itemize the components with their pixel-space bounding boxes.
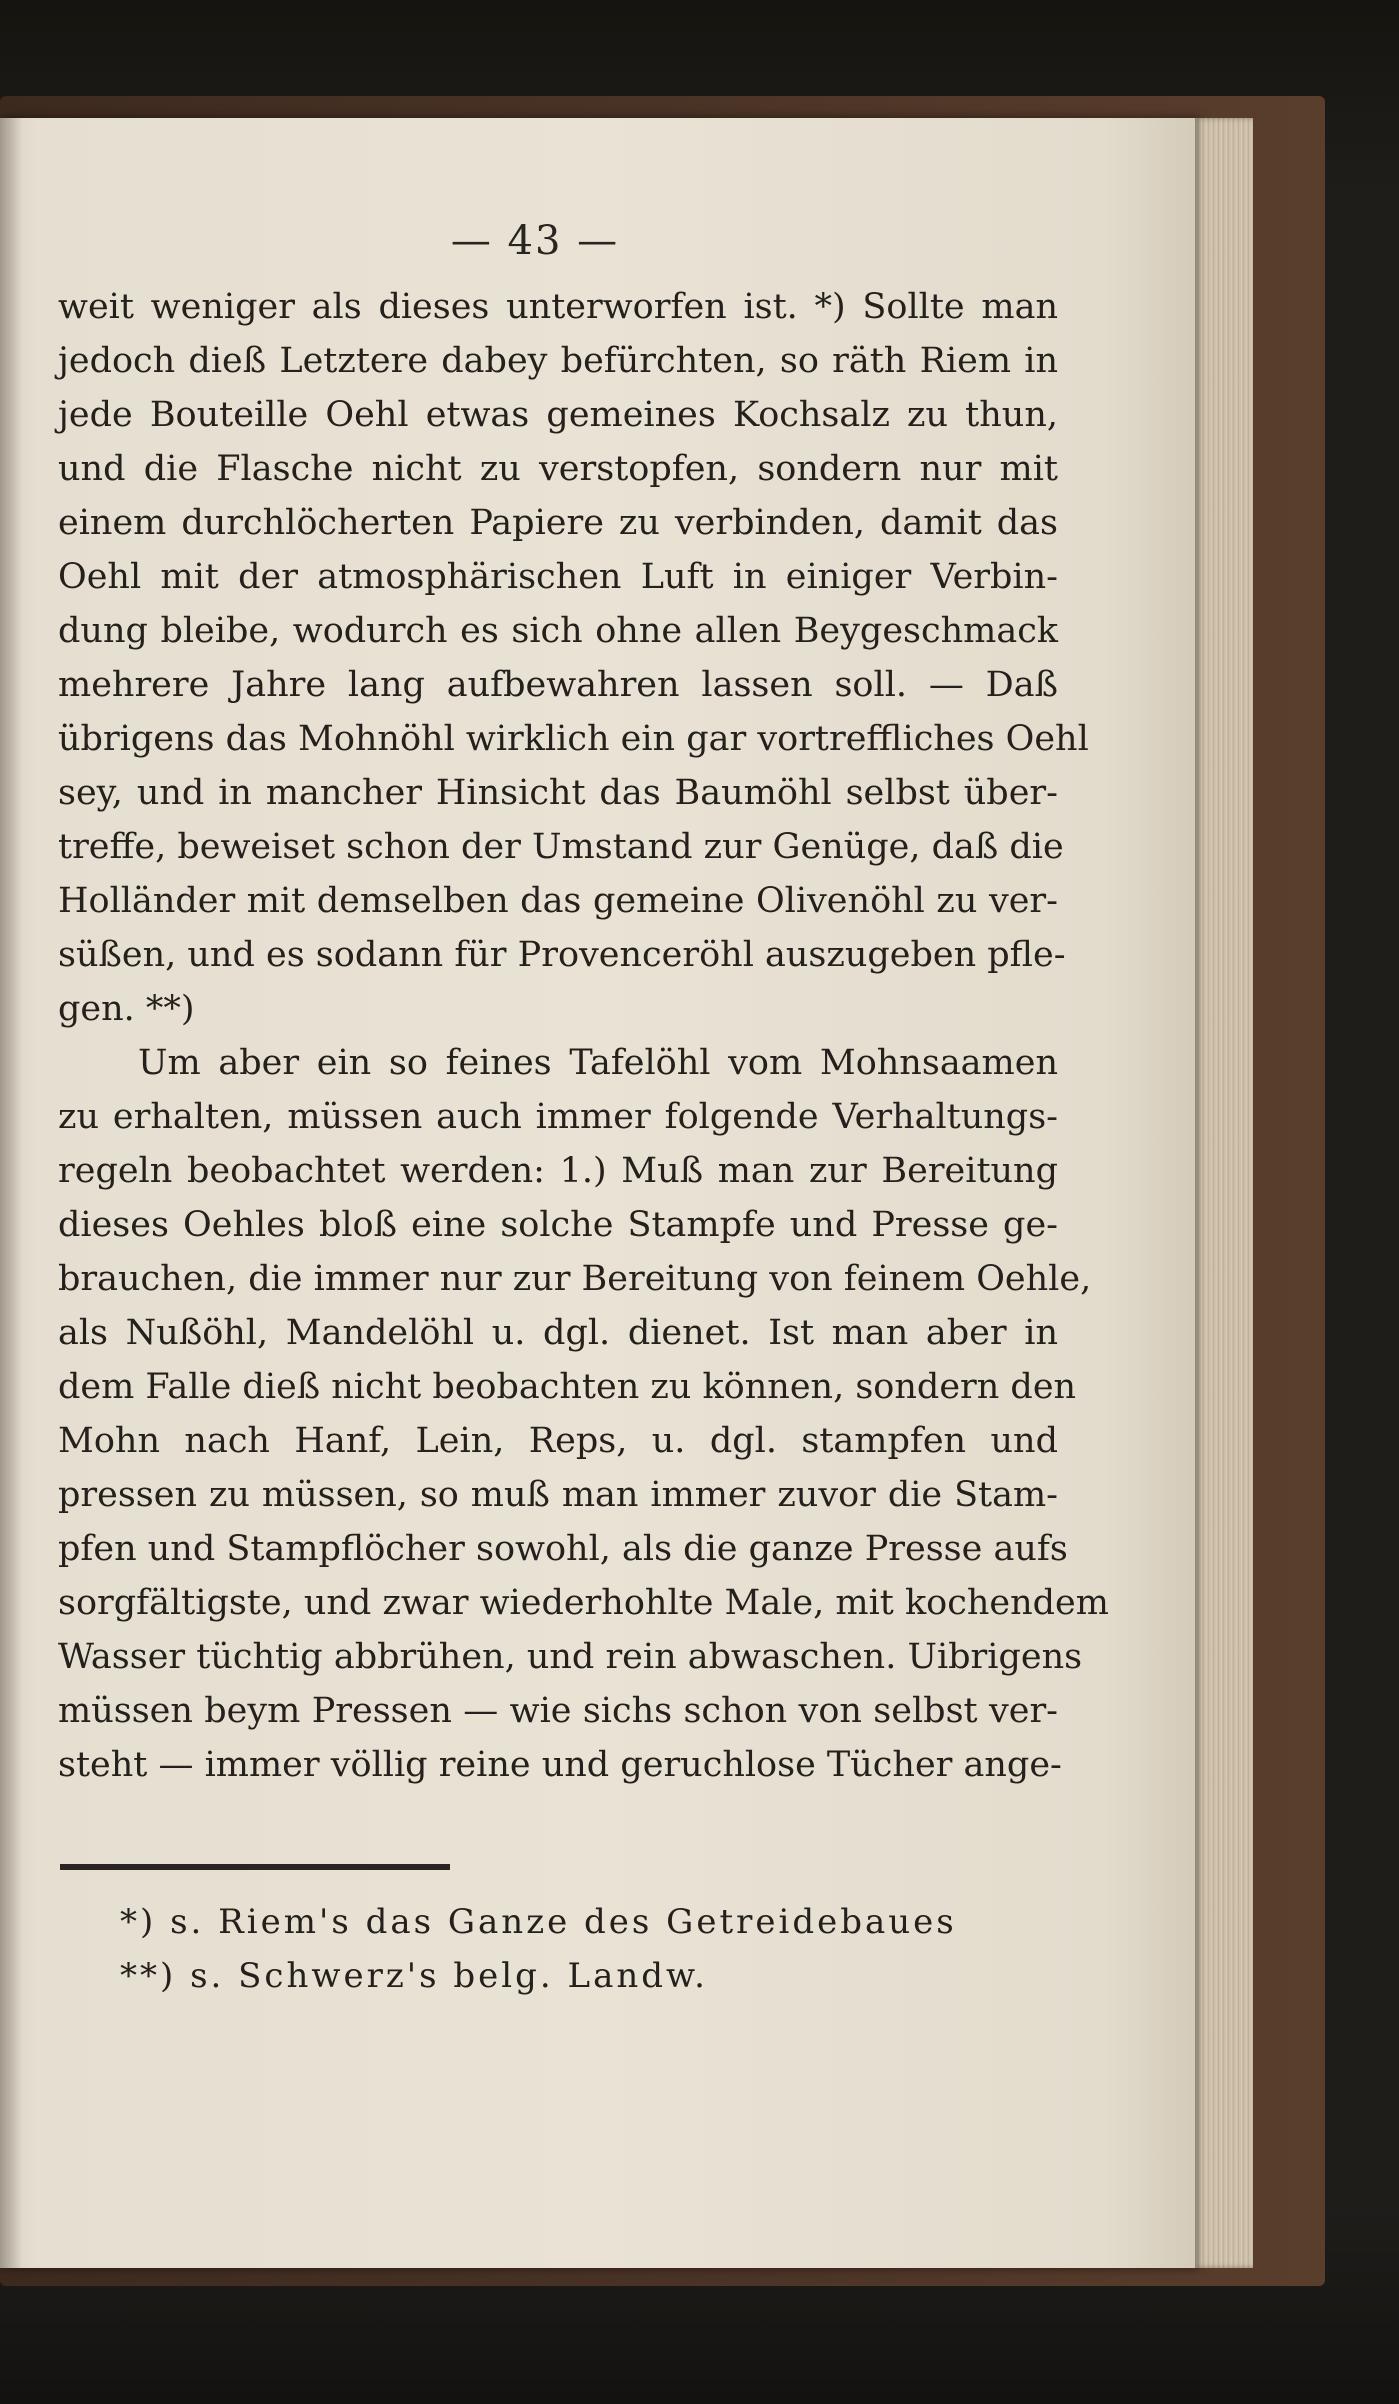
text-line: jede Bouteille Oehl etwas gemeines Kochsalz zu thun,: [58, 395, 1058, 435]
text-line: Um aber ein so feines Tafelöhl vom Mohnsaamen: [138, 1043, 1058, 1083]
text-line: brauchen, die immer nur zur Bereitung von feinem Oehle,: [58, 1259, 1092, 1299]
text-line: Oehl mit der atmosphärischen Luft in einiger Verbin-: [58, 557, 1058, 597]
text-line: weit weniger als dieses unterworfen ist. *) Sollte man: [58, 287, 1058, 327]
text-line: sey, und in mancher Hinsicht das Baumöhl selbst über-: [58, 773, 1058, 813]
body-text: [58, 280, 1109, 1792]
text-line: steht — immer völlig reine und geruchlose Tücher ange-: [58, 1745, 1062, 1785]
text-line: und die Flasche nicht zu verstopfen, sondern nur mit: [58, 449, 1058, 489]
text-line: Holländer mit demselben das gemeine Olivenöhl zu ver-: [58, 881, 1058, 921]
text-line: als Nußöhl, Mandelöhl u. dgl. dienet. Ist man aber in: [58, 1313, 1058, 1353]
footnotes: [120, 1895, 1040, 2003]
text-line: jedoch dieß Letztere dabey befürchten, so räth Riem in: [58, 341, 1058, 381]
text-line: übrigens das Mohnöhl wirklich ein gar vortreffliches Oehl: [58, 719, 1089, 759]
text-line: Wasser tüchtig abbrühen, und rein abwaschen. Uibrigens: [58, 1637, 1083, 1677]
text-line: gen. **): [58, 989, 195, 1029]
text-line: treffe, beweiset schon der Umstand zur Genüge, daß die: [58, 827, 1064, 867]
footnote: **) s. Schwerz's belg. Landw.: [120, 1956, 708, 1996]
text-line: sorgfältigste, und zwar wiederhohlte Male, mit kochendem: [58, 1583, 1109, 1623]
footnote: *) s. Riem's das Ganze des Getreidebaues: [120, 1902, 957, 1942]
text-line: dieses Oehles bloß eine solche Stampfe und Presse ge-: [58, 1205, 1058, 1245]
text-line: dung bleibe, wodurch es sich ohne allen Beygeschmack: [58, 611, 1058, 651]
text-line: zu erhalten, müssen auch immer folgende Verhaltungs-: [58, 1097, 1058, 1137]
footnote-rule: [60, 1864, 450, 1870]
text-line: müssen beym Pressen — wie sichs schon von selbst ver-: [58, 1691, 1058, 1731]
text-line: mehrere Jahre lang aufbewahren lassen soll. — Daß: [58, 665, 1058, 705]
page-gutter-shadow: [0, 118, 22, 2268]
text-line: einem durchlöcherten Papiere zu verbinden, damit das: [58, 503, 1058, 543]
page-number-header: — 43 —: [450, 218, 620, 264]
text-line: Mohn nach Hanf, Lein, Reps, u. dgl. stampfen und: [58, 1421, 1058, 1461]
text-line: regeln beobachtet werden: 1.) Muß man zur Bereitung: [58, 1151, 1058, 1191]
text-line: süßen, und es sodann für Provenceröhl auszugeben pfle-: [58, 935, 1066, 975]
text-line: pfen und Stampflöcher sowohl, als die ganze Presse aufs: [58, 1529, 1068, 1569]
page-edges: [1195, 118, 1253, 2268]
text-line: dem Falle dieß nicht beobachten zu können, sondern den: [58, 1367, 1077, 1407]
text-line: pressen zu müssen, so muß man immer zuvor die Stam-: [58, 1475, 1058, 1515]
